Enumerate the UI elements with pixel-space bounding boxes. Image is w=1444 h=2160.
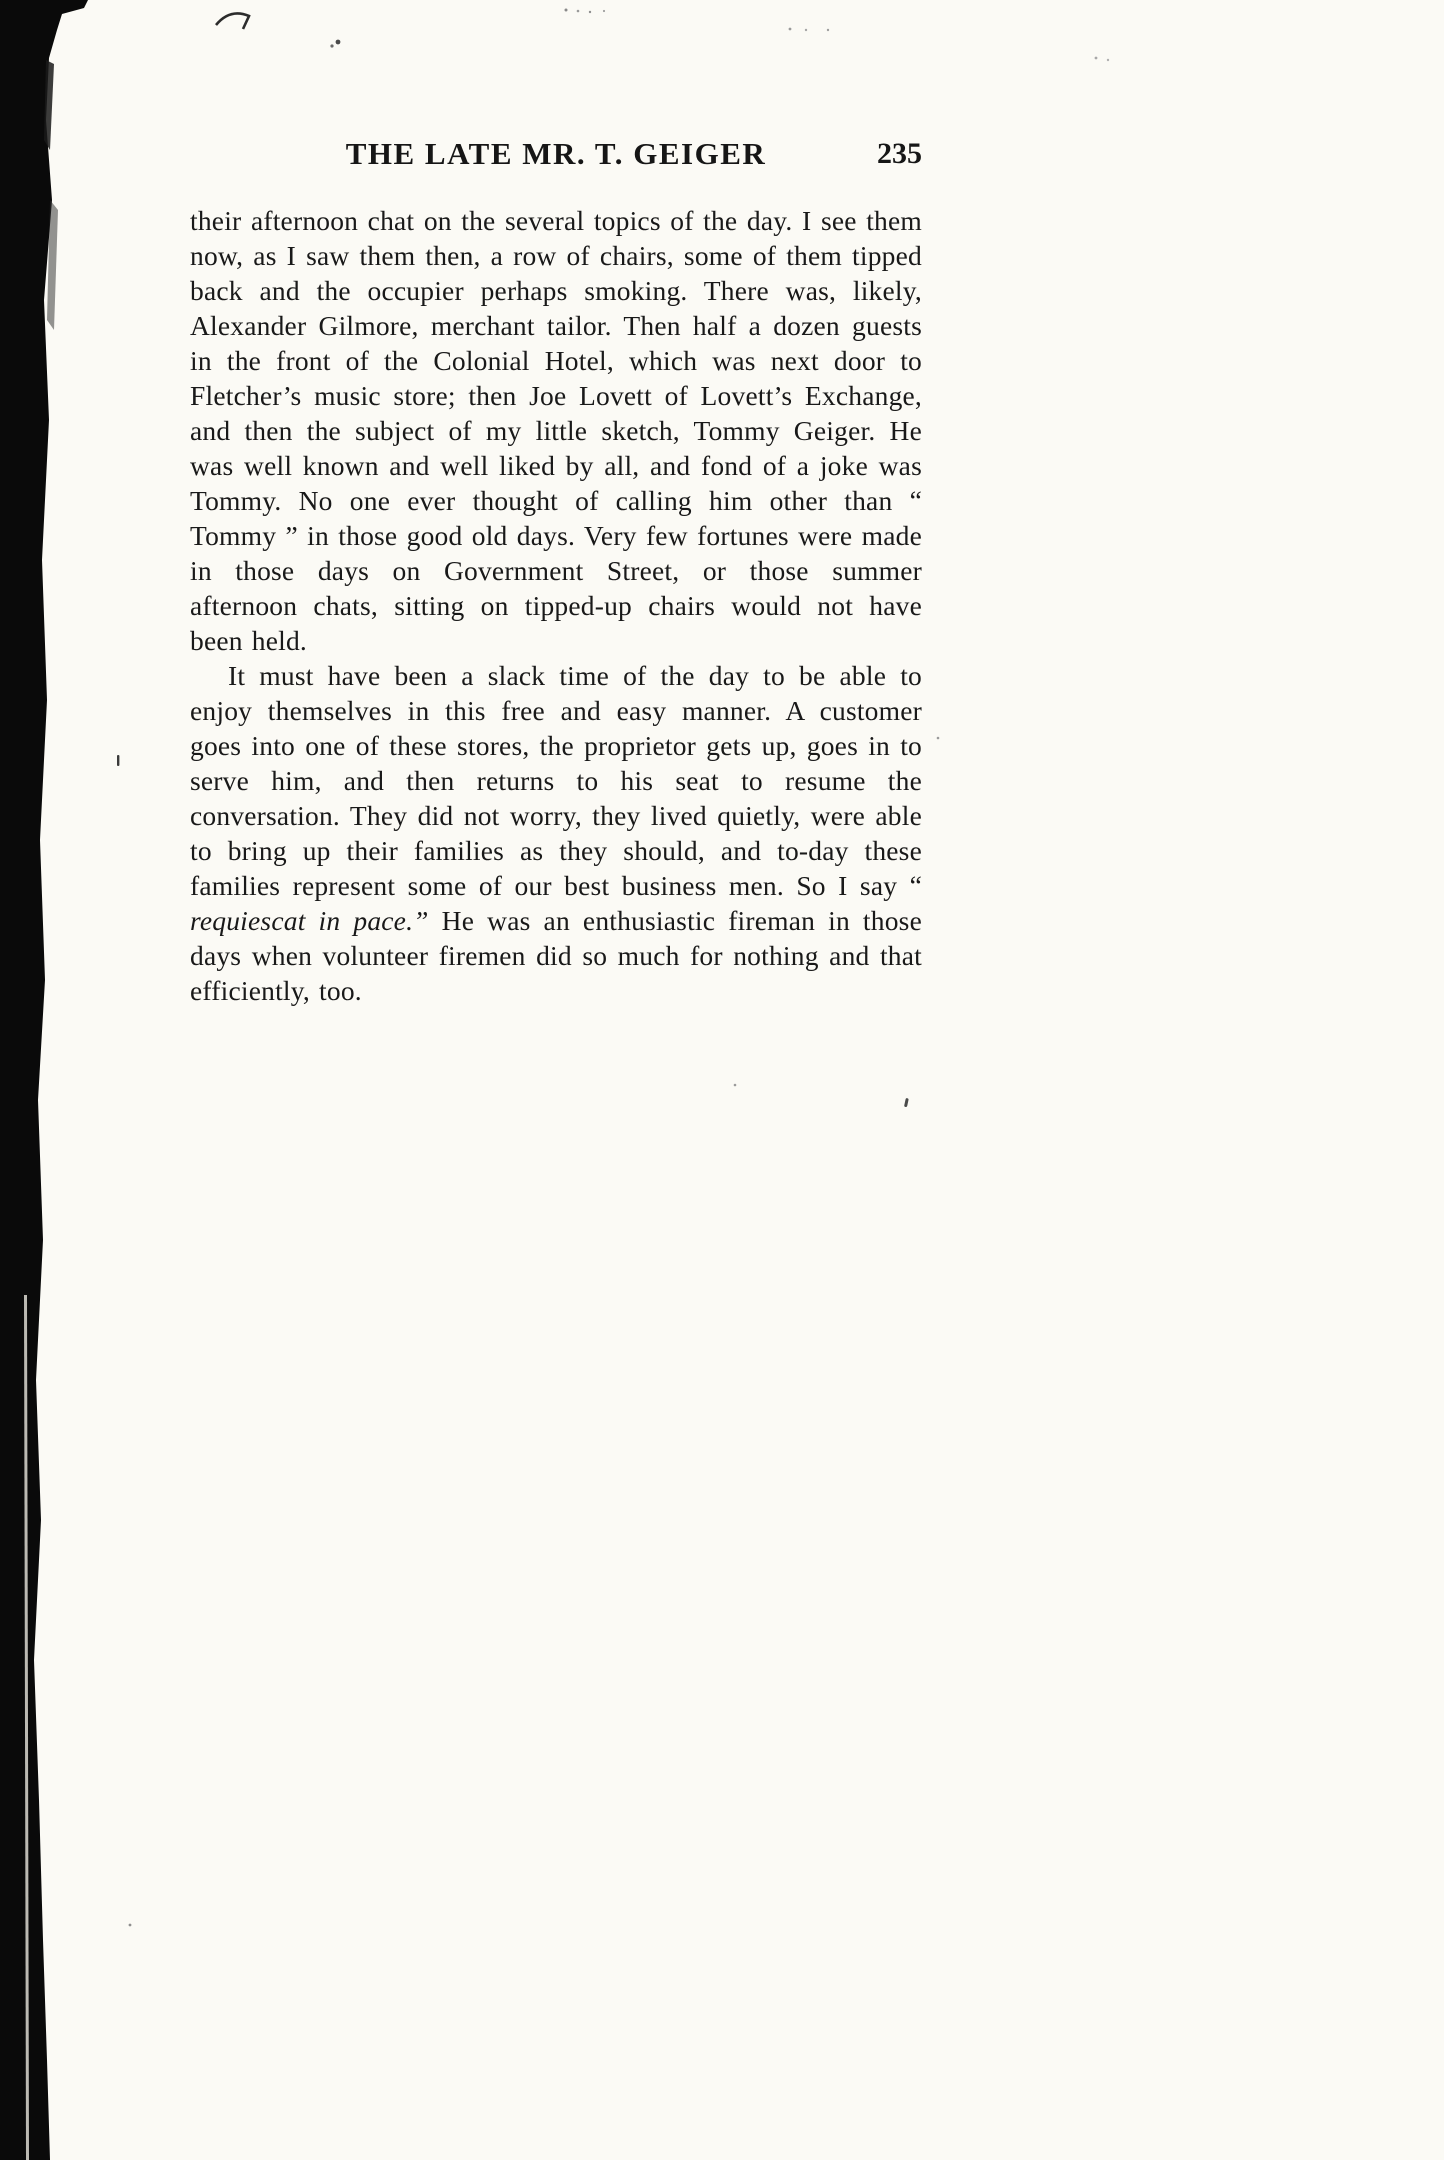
paragraph-2	[190, 658, 922, 1008]
paragraph-2-text-after: He was an enthusiastic fireman in those days when volunteer firemen did so much for nothing and that efficiently, too.	[190, 905, 922, 1006]
latin-phrase-italic: requiescat in pace.”	[190, 905, 429, 936]
pen-squiggle-mark	[216, 13, 249, 29]
paragraph-2-text-before: It must have been a slack time of the day to be able to enjoy themselves in this free and easy manner. A customer goes into one of these stores, the proprietor gets up, goes in to serve him, and then returns to his seat to resume the conversation. They did not worry, they lived quietly, were able to bring up their families as they should, and to-day these families represent some of our best business men. So I say “	[190, 660, 922, 901]
body-text-block	[190, 203, 922, 1008]
chapter-title: THE LATE MR. T. GEIGER	[345, 136, 767, 171]
running-header	[190, 136, 922, 180]
page-number: 235	[877, 137, 922, 170]
paragraph-1: their afternoon chat on the several topics of the day. I see them now, as I saw them then, a row of chairs, some of them tipped back and the occupier perhaps smoking. There was, likely, Alexander Gilmore, merchant tailor. Then half a dozen guests in the front of the Colonial Hotel, which was next door to Fletcher’s music store; then Joe Lovett of Lovett’s Exchange, and then the subject of my little sketch, Tommy Geiger. He was well known and well liked by all, and fond of a joke was Tommy. No one ever thought of calling him other than “ Tommy ” in those good old days. Very few fortunes were made in those days on Government Street, or those summer afternoon chats, sitting on tipped-up chairs would not have been held.	[190, 205, 922, 656]
scan-binding-edge	[0, 0, 110, 2160]
